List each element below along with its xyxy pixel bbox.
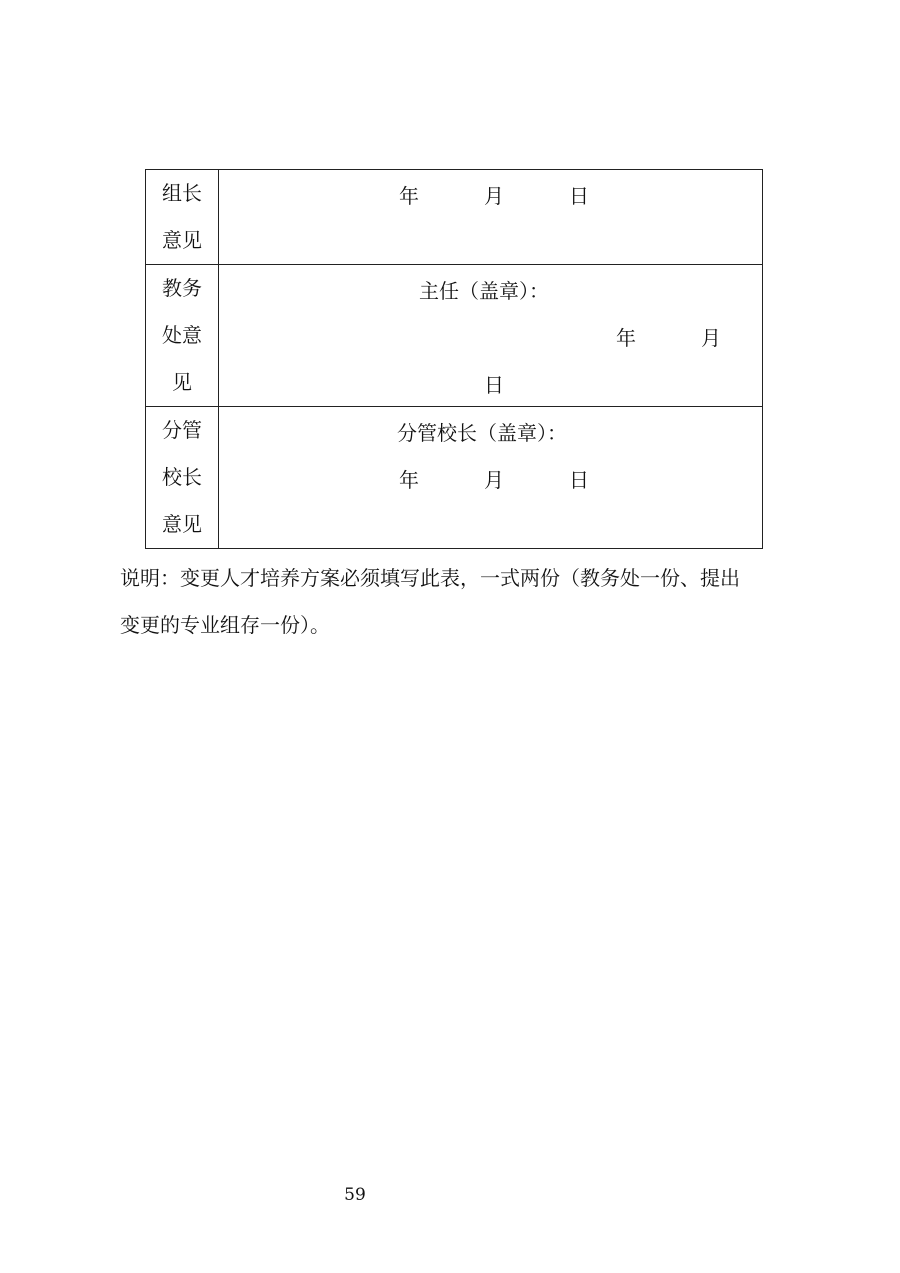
group-leader-label-cell	[146, 170, 219, 265]
label-line: 处意	[162, 323, 202, 347]
label-line: 组长	[162, 181, 202, 205]
vice-principal-row	[146, 407, 763, 549]
year-label: 年	[399, 468, 419, 492]
month-label: 月	[484, 184, 504, 208]
vice-principal-signature-label: 分管校长（盖章）：	[397, 421, 567, 445]
label-line: 校长	[162, 465, 202, 489]
director-signature-label: 主任（盖章）：	[419, 279, 549, 303]
year-label: 年	[399, 184, 419, 208]
day-label: 日	[569, 468, 589, 492]
note-line-2: 变更的专业组存一份）。	[120, 613, 330, 637]
label-line: 见	[172, 370, 192, 394]
academic-affairs-row	[146, 265, 763, 407]
month-label: 月	[484, 468, 504, 492]
vice-principal-opinion-cell[interactable]	[219, 407, 763, 549]
academic-affairs-opinion-cell[interactable]	[219, 265, 763, 407]
label-line: 意见	[162, 228, 202, 252]
academic-affairs-label-cell	[146, 265, 219, 407]
day-label: 日	[484, 373, 504, 397]
group-leader-opinion-cell[interactable]	[219, 170, 763, 265]
day-label: 日	[569, 184, 589, 208]
approval-form-table	[145, 169, 763, 549]
group-leader-row	[146, 170, 763, 265]
month-label: 月	[701, 326, 721, 350]
vice-principal-label-cell	[146, 407, 219, 549]
note-line-1: 说明：变更人才培养方案必须填写此表，一式两份（教务处一份、提出	[120, 566, 740, 590]
label-line: 教务	[162, 276, 202, 300]
label-line: 意见	[162, 512, 202, 536]
page-number: 59	[344, 1185, 366, 1205]
year-label: 年	[616, 326, 636, 350]
label-line: 分管	[162, 418, 202, 442]
